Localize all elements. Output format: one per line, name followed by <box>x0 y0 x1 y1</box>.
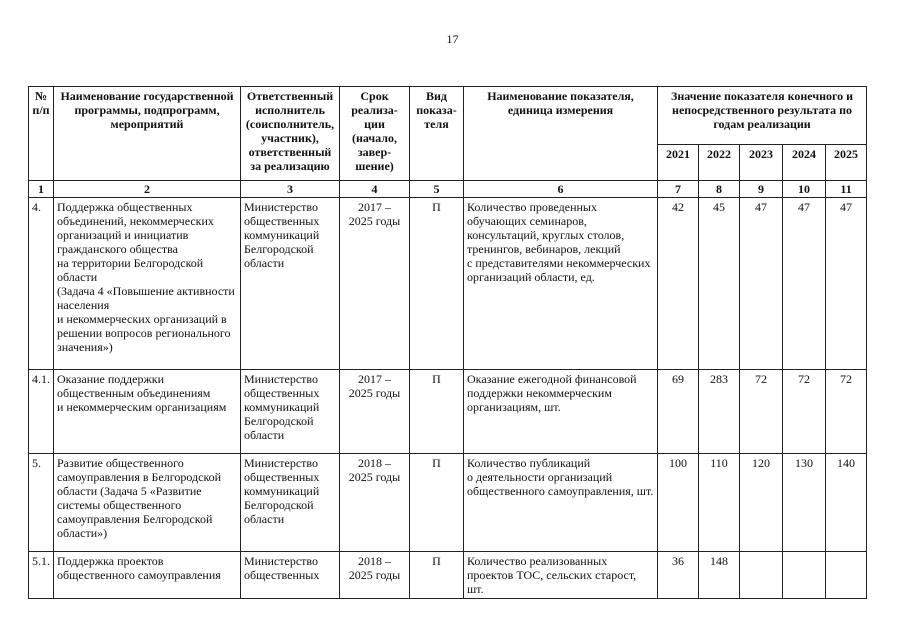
header-year: 2025 <box>826 145 867 181</box>
page-number: 17 <box>446 32 459 46</box>
row-executor: Министерство общественных коммуникаций Белгородской области <box>241 454 340 552</box>
column-number: 3 <box>241 181 340 198</box>
row-num: 4.1. <box>29 370 54 454</box>
column-numbers-row <box>29 181 867 198</box>
column-number: 2 <box>54 181 241 198</box>
column-number: 4 <box>340 181 410 198</box>
row-value-2022: 283 <box>699 370 740 454</box>
table-row <box>29 370 867 454</box>
row-value-2025: 140 <box>826 454 867 552</box>
row-value-2021: 42 <box>658 198 699 370</box>
column-number: 6 <box>464 181 658 198</box>
row-kind: П <box>410 198 464 370</box>
table-row <box>29 454 867 552</box>
row-value-2023: 47 <box>740 198 783 370</box>
row-value-2021: 36 <box>658 552 699 599</box>
row-value-2024: 130 <box>783 454 826 552</box>
row-term: 2017 – 2025 годы <box>340 198 410 370</box>
row-num: 5.1. <box>29 552 54 599</box>
row-value-2021: 69 <box>658 370 699 454</box>
header-year: 2022 <box>699 145 740 181</box>
table-row <box>29 552 867 599</box>
row-value-2021: 100 <box>658 454 699 552</box>
header-indicator: Наименование показателя, единица измерения <box>464 87 658 181</box>
column-number: 8 <box>699 181 740 198</box>
row-term: 2018 – 2025 годы <box>340 454 410 552</box>
column-number: 11 <box>826 181 867 198</box>
column-number: 9 <box>740 181 783 198</box>
indicators-table <box>28 86 867 599</box>
row-indicator: Количество публикаций о деятельности организаций общественного самоуправления, шт. <box>464 454 658 552</box>
row-value-2022: 45 <box>699 198 740 370</box>
table-row <box>29 198 867 370</box>
row-indicator: Количество проведенных обучающих семинаров, консультаций, круглых столов, тренингов, вебинаров, лекций с представителями некоммерческих организаций области, ед. <box>464 198 658 370</box>
row-name: Поддержка проектов общественного самоуправления <box>54 552 241 599</box>
header-num: № п/п <box>29 87 54 181</box>
row-value-2022: 148 <box>699 552 740 599</box>
header-kind: Вид показа-теля <box>410 87 464 181</box>
row-kind: П <box>410 370 464 454</box>
row-name: Поддержка общественных объединений, некоммерческих организаций и инициатив гражданского общества на территории Белгородской области (Задача 4 «Повышение активности населения и некоммерческих организаций в решении вопросов регионального значения») <box>54 198 241 370</box>
row-term: 2017 – 2025 годы <box>340 370 410 454</box>
header-year: 2023 <box>740 145 783 181</box>
header-name: Наименование государственной программы, подпрограмм, мероприятий <box>54 87 241 181</box>
row-value-2024: 47 <box>783 198 826 370</box>
header-year: 2021 <box>658 145 699 181</box>
column-number: 5 <box>410 181 464 198</box>
column-number: 10 <box>783 181 826 198</box>
row-num: 5. <box>29 454 54 552</box>
row-value-2023: 72 <box>740 370 783 454</box>
row-indicator: Оказание ежегодной финансовой поддержки некоммерческим организациям, шт. <box>464 370 658 454</box>
row-executor: Министерство общественных <box>241 552 340 599</box>
header-term: Срок реализа-ции (начало, завер-шение) <box>340 87 410 181</box>
row-num: 4. <box>29 198 54 370</box>
row-kind: П <box>410 552 464 599</box>
row-value-2024: 72 <box>783 370 826 454</box>
row-term: 2018 – 2025 годы <box>340 552 410 599</box>
row-kind: П <box>410 454 464 552</box>
row-executor: Министерство общественных коммуникаций Белгородской области <box>241 370 340 454</box>
row-value-2025 <box>826 552 867 599</box>
row-value-2022: 110 <box>699 454 740 552</box>
row-name: Развитие общественного самоуправления в Белгородской области (Задача 5 «Развитие системы общественного самоуправления Белгородской области») <box>54 454 241 552</box>
header-values-group: Значение показателя конечного и непосредственного результата по годам реализации <box>658 87 867 145</box>
row-value-2024 <box>783 552 826 599</box>
column-number: 7 <box>658 181 699 198</box>
row-indicator: Количество реализованных проектов ТОС, сельских старост, шт. <box>464 552 658 599</box>
row-value-2025: 72 <box>826 370 867 454</box>
header-executor: Ответственный исполнитель (соисполнитель, участник), ответственный за реализацию <box>241 87 340 181</box>
row-value-2023 <box>740 552 783 599</box>
row-value-2023: 120 <box>740 454 783 552</box>
row-name: Оказание поддержки общественным объединениям и некоммерческим организациям <box>54 370 241 454</box>
header-year: 2024 <box>783 145 826 181</box>
column-number: 1 <box>29 181 54 198</box>
row-value-2025: 47 <box>826 198 867 370</box>
row-executor: Министерство общественных коммуникаций Белгородской области <box>241 198 340 370</box>
